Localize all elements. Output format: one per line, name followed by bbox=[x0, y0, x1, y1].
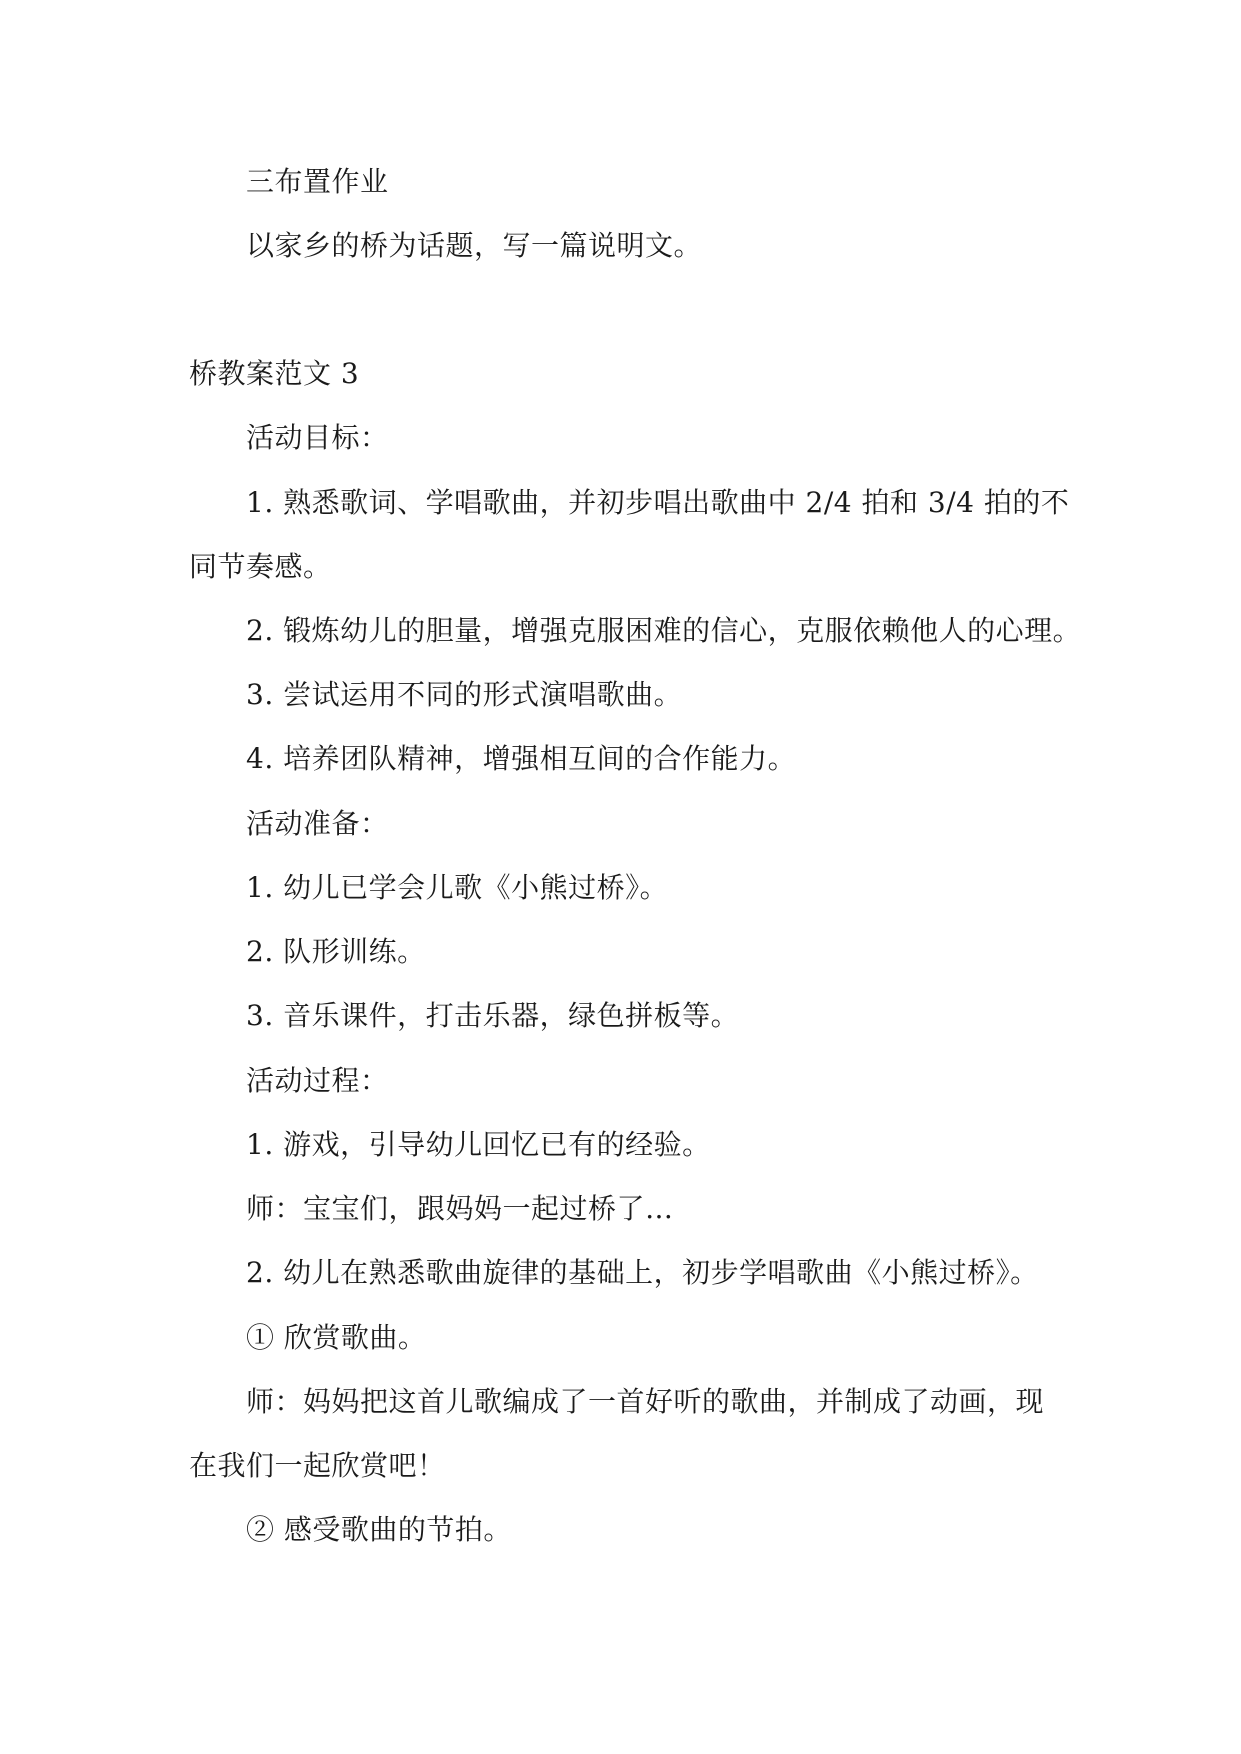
section-heading-process: 活动过程： bbox=[246, 1064, 389, 1097]
section-heading-homework: 三布置作业 bbox=[246, 165, 389, 198]
section-heading-goals: 活动目标： bbox=[246, 421, 389, 454]
section-heading-preparation: 活动准备： bbox=[246, 807, 389, 840]
teacher-line-2-continued: 在我们一起欣赏吧！ bbox=[189, 1449, 446, 1482]
preparation-item-3: 3. 音乐课件，打击乐器，绿色拼板等。 bbox=[246, 999, 740, 1032]
teacher-line-1: 师：宝宝们，跟妈妈一起过桥了… bbox=[246, 1192, 674, 1225]
preparation-item-2: 2. 队形训练。 bbox=[246, 935, 426, 968]
process-item-2: 2. 幼儿在熟悉歌曲旋律的基础上，初步学唱歌曲《小熊过桥》。 bbox=[246, 1256, 1039, 1289]
goal-item-3: 3. 尝试运用不同的形式演唱歌曲。 bbox=[246, 678, 683, 711]
document-title: 桥教案范文 3 bbox=[189, 357, 360, 390]
preparation-item-1: 1. 幼儿已学会儿歌《小熊过桥》。 bbox=[246, 871, 669, 904]
goal-item-1: 1. 熟悉歌词、学唱歌曲，并初步唱出歌曲中 2/4 拍和 3/4 拍的不 bbox=[246, 486, 1070, 519]
substep-2: ② 感受歌曲的节拍。 bbox=[246, 1513, 512, 1546]
substep-1: ① 欣赏歌曲。 bbox=[246, 1321, 427, 1354]
teacher-line-2: 师：妈妈把这首儿歌编成了一首好听的歌曲，并制成了动画，现 bbox=[246, 1385, 1045, 1418]
goal-item-4: 4. 培养团队精神，增强相互间的合作能力。 bbox=[246, 742, 797, 775]
homework-text: 以家乡的桥为话题，写一篇说明文。 bbox=[246, 229, 703, 262]
goal-item-1-continued: 同节奏感。 bbox=[189, 550, 332, 583]
goal-item-2: 2. 锻炼幼儿的胆量，增强克服困难的信心，克服依赖他人的心理。 bbox=[246, 614, 1082, 647]
process-item-1: 1. 游戏，引导幼儿回忆已有的经验。 bbox=[246, 1128, 711, 1161]
